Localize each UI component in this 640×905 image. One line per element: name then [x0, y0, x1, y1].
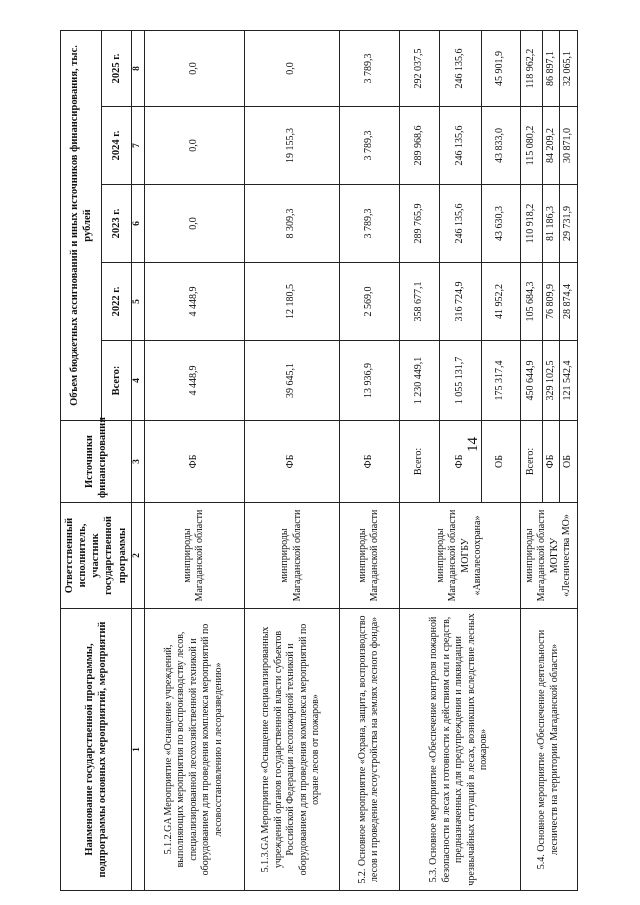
header-year-2025: 2025 г. — [102, 31, 132, 107]
value-2023: 43 630,3 — [481, 185, 520, 263]
col-number: 6 — [131, 185, 144, 263]
value-2025: 45 901,9 — [481, 31, 520, 107]
executor: минприроды Магаданской области МОГКУ «Лесничества МО» — [520, 503, 577, 609]
value-2024: 0,0 — [144, 107, 244, 185]
header-source: Источники финансирования — [61, 421, 132, 503]
source: Всего: — [520, 421, 542, 503]
value-2024: 30 871,0 — [560, 107, 578, 185]
value-2023: 289 765,9 — [399, 185, 439, 263]
value-total: 175 317,4 — [481, 341, 520, 421]
source: ОБ — [481, 421, 520, 503]
value-2025: 246 135,6 — [439, 31, 481, 107]
rotated-table-container — [60, 31, 574, 891]
col-number: 2 — [131, 503, 144, 609]
value-2022: 316 724,9 — [439, 263, 481, 341]
table-row — [144, 31, 244, 891]
header-year-2024: 2024 г. — [102, 107, 132, 185]
value-2022: 41 952,2 — [481, 263, 520, 341]
value-2024: 115 080,2 — [520, 107, 542, 185]
value-total: 4 448,9 — [144, 341, 244, 421]
measure-name: 5.2. Основное мероприятие «Охрана, защита, воспроизводство лесов и проведение лесоустройства на землях лесного фонда» — [339, 609, 399, 891]
value-2023: 29 731,9 — [560, 185, 578, 263]
executor: минприроды Магаданской области — [339, 503, 399, 609]
value-2022: 358 677,1 — [399, 263, 439, 341]
value-2022: 28 874,4 — [560, 263, 578, 341]
value-2022: 4 448,9 — [144, 263, 244, 341]
value-2024: 19 155,3 — [244, 107, 339, 185]
value-2025: 0,0 — [144, 31, 244, 107]
value-total: 329 102,5 — [542, 341, 560, 421]
col-number: 3 — [131, 421, 144, 503]
executor: минприроды Магаданской области — [144, 503, 244, 609]
value-2023: 110 918,2 — [520, 185, 542, 263]
col-number: 8 — [131, 31, 144, 107]
source: ФБ — [439, 421, 481, 503]
value-2023: 3 789,3 — [339, 185, 399, 263]
col-number: 1 — [131, 609, 144, 891]
table-row — [244, 31, 339, 891]
header-year-2022: 2022 г. — [102, 263, 132, 341]
source: ФБ — [244, 421, 339, 503]
measure-name: 5.1.2.GA Мероприятие «Оснащение учреждений, выполняющих мероприятия по воспроизводству лесов, специализированной лесохозяйственной техникой и оборудованием для проведения комплекса мероприятий по лесовосстановлению и лесоразведению» — [144, 609, 244, 891]
value-2022: 12 180,5 — [244, 263, 339, 341]
value-2024: 246 135,6 — [439, 107, 481, 185]
col-number: 7 — [131, 107, 144, 185]
value-2024: 84 209,2 — [542, 107, 560, 185]
value-2023: 0,0 — [144, 185, 244, 263]
value-2025: 118 962,2 — [520, 31, 542, 107]
col-number: 4 — [131, 341, 144, 421]
value-total: 13 936,9 — [339, 341, 399, 421]
value-2023: 8 309,3 — [244, 185, 339, 263]
header-year-2023: 2023 г. — [102, 185, 132, 263]
value-2022: 105 684,3 — [520, 263, 542, 341]
col-number: 5 — [131, 263, 144, 341]
source: ФБ — [542, 421, 560, 503]
header-executor: Ответственный исполнитель, участник государственной программы — [61, 503, 132, 609]
value-2025: 3 789,3 — [339, 31, 399, 107]
value-2025: 86 897,1 — [542, 31, 560, 107]
funding-table — [60, 30, 578, 891]
value-2022: 76 809,9 — [542, 263, 560, 341]
value-2023: 246 135,6 — [439, 185, 481, 263]
value-total: 450 644,9 — [520, 341, 542, 421]
value-total: 1 055 131,7 — [439, 341, 481, 421]
value-2024: 289 968,6 — [399, 107, 439, 185]
table-row — [339, 31, 399, 891]
source: Всего: — [399, 421, 439, 503]
source: ОБ — [560, 421, 578, 503]
measure-name: 5.3. Основное мероприятие «Обеспечение контроля пожарной безопасности в лесах и готовности к действиям сил и средств, предназначенных для предупреждения и ликвидации чрезвычайных ситуаций в лесах, возникших вследствие лесных пожаров» — [399, 609, 520, 891]
value-2024: 43 833,0 — [481, 107, 520, 185]
executor: минприроды Магаданской области МОГБУ «Авиалесоохрана» — [399, 503, 520, 609]
header-total: Всего: — [102, 341, 132, 421]
value-total: 39 645,1 — [244, 341, 339, 421]
value-2023: 81 186,3 — [542, 185, 560, 263]
measure-name: 5.4. Основное мероприятие «Обеспечение деятельности лесничеств на территории Магаданской области» — [520, 609, 577, 891]
value-2022: 2 569,0 — [339, 263, 399, 341]
value-2025: 0,0 — [244, 31, 339, 107]
page-number: 14 — [465, 437, 481, 452]
value-total: 1 230 449,1 — [399, 341, 439, 421]
value-total: 121 542,4 — [560, 341, 578, 421]
table-row — [399, 31, 439, 891]
executor: минприроды Магаданской области — [244, 503, 339, 609]
header-name: Наименование государственной программы, подпрограммы основных мероприятий, мероприятий — [61, 609, 132, 891]
value-2024: 3 789,3 — [339, 107, 399, 185]
table-row — [520, 31, 542, 891]
source: ФБ — [339, 421, 399, 503]
source: ФБ — [144, 421, 244, 503]
measure-name: 5.1.3.GA Мероприятие «Оснащение специализированных учреждений органов государственной власти субъектов Российской Федерации лесопожарной техникой и оборудованием для проведения комплекса мероприятий по охране лесов от пожаров» — [244, 609, 339, 891]
value-2025: 292 037,5 — [399, 31, 439, 107]
header-volume: Объем бюджетных ассигнований и иных источников финансирования, тыс. рублей — [61, 31, 102, 421]
value-2025: 32 065,1 — [560, 31, 578, 107]
